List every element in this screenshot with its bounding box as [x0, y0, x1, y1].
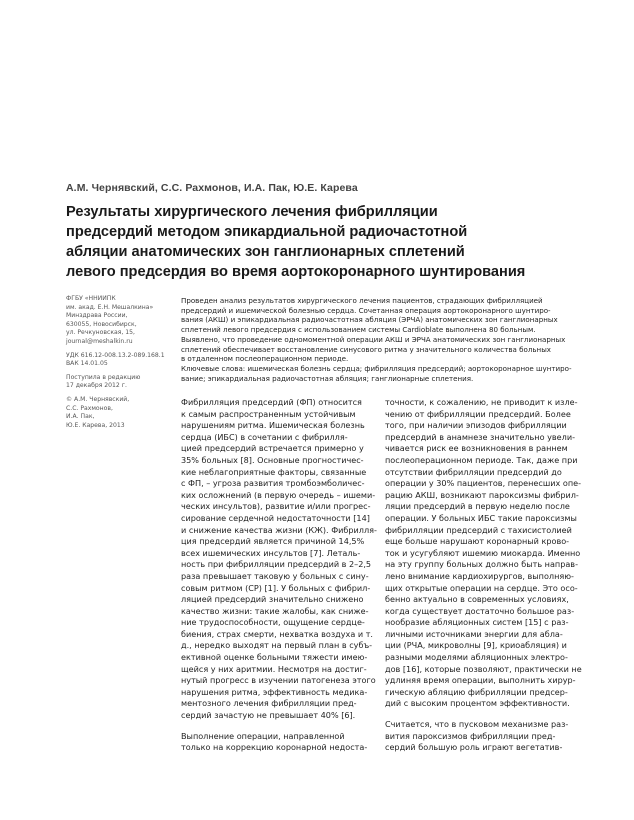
copyright-line: И.А. Пак,: [66, 413, 95, 421]
body-line: ция предсердий является причиной 14,5%: [181, 536, 365, 547]
body-line: совым ритмом (СР) [1]. У больных с фибрил-: [181, 582, 371, 593]
body-line: послеоперационном периоде. Так, даже при: [385, 454, 578, 465]
body-line: ток и усугубляют ишемию миокарда. Именно: [385, 547, 581, 558]
body-column-right: [385, 397, 580, 754]
body-line: дов [16], которые позволяют, практически не: [385, 663, 582, 674]
body-line: фибрилляции предсердий с тахисистолией: [385, 524, 572, 535]
keywords-line: Ключевые слова: ишемическая болезнь сердца; фибрилляция предсердий; аортокоронарное шунтиро-: [181, 363, 572, 373]
body-line: операции у 30% пациентов, перенесших опе-: [385, 478, 582, 489]
copyright-line: С.С. Рахмонов,: [66, 404, 113, 412]
received-label: Поступила в редакцию: [66, 373, 141, 381]
body-line: 35% больных [8]. Основные прогностичес-: [181, 454, 364, 465]
title-line: предсердий методом эпикардиальной радиочастотной: [66, 224, 468, 240]
body-line: Считается, что в пусковом механизме раз-: [385, 719, 569, 730]
body-line: д., нередко выходят на первый план в субъ-: [181, 640, 373, 651]
body-line: нутый прогресс в изучении патогенеза этого: [181, 675, 376, 686]
title-line: левого предсердия во время аортокоронарного шунтирования: [66, 264, 526, 280]
body-line: к самым распространенным устойчивым: [181, 408, 356, 419]
body-line: только на коррекцию коронарной недоста-: [181, 742, 368, 753]
body-line: биения, страх смерти, нехватка воздуха и т.: [181, 628, 373, 639]
body-line: вития пароксизмов фибрилляции пред-: [385, 730, 556, 741]
body-line: рацию АКШ, возникают пароксизмы фибрил-: [385, 489, 579, 500]
body-line: когда существует достаточно большое раз-: [385, 605, 575, 616]
abstract-line: Проведен анализ результатов хирургического лечения пациентов, страдающих фибрилляцией: [181, 296, 543, 305]
body-line: раза превышает таковую у больных с сину-: [181, 570, 369, 581]
body-line: точности, к сожалению, не приводит к изле-: [385, 397, 578, 407]
received-date: 17 декабря 2012 г.: [66, 382, 127, 390]
body-line: на эту группу больных должно быть направ-: [385, 559, 579, 570]
body-line: кие неблагоприятные факторы, связанные: [181, 466, 367, 477]
affiliation-line: им. акад. Е.Н. Мешалкина»: [66, 303, 154, 311]
affiliation-line: ФГБУ «ННИИПК: [66, 295, 116, 302]
body-line: ческих инсультов), развитие и/или прогрес-: [181, 501, 371, 512]
body-line: щейся у них аритмии. Несмотря на достиг-: [181, 663, 367, 674]
body-line: предсердий в анамнезе значительно увели-: [385, 431, 575, 442]
body-line: сирование сердечной недостаточности [14]: [181, 512, 370, 523]
body-line: ких осложнений (в первую очередь – ишеми-: [181, 489, 376, 500]
abstract-line: вания (АКШ) и эпикардиальная радиочастотная абляция (ЭРЧА) анатомических зон ганглионарных: [181, 315, 558, 325]
body-line: гическую абляцию фибрилляции предсер-: [385, 686, 568, 697]
title-line: абляции анатомических зон ганглионарных сплетений: [66, 244, 465, 260]
affiliation-line: ул. Речкуновская, 15,: [66, 329, 135, 337]
body-line: еще больше нарушают коронарный крово-: [385, 536, 570, 547]
body-line: с ФП, – угроза развития тромбоэмболичес-: [181, 478, 365, 489]
body-line: дий с высоким процентом эффективности.: [385, 698, 570, 709]
abstract-line: предсердий и ишемической болезнью сердца. Сочетанная операция аортокоронарного шунтиро-: [181, 305, 551, 315]
body-line: ние трудоспособности, ощущение сердце-: [181, 617, 365, 628]
body-line: ментозного лечения фибрилляции пред-: [181, 698, 357, 709]
body-line: ляцией предсердий значительно снижено: [181, 594, 364, 605]
body-line: качество жизни: такие жалобы, как сниже-: [181, 605, 369, 616]
body-line: сердий зачастую не превышает 40% [6].: [181, 710, 356, 721]
udk-code: УДК 616.12-008.13.2-089.168.1: [66, 351, 165, 359]
sidebar-metadata: [66, 295, 176, 430]
author-list: А.М. Чернявский, С.С. Рахмонов, И.А. Пак, Ю.Е. Карева: [66, 182, 358, 194]
body-line: Фибрилляция предсердий (ФП) относится: [181, 397, 362, 407]
abstract-line: в отдаленном послеоперационном периоде.: [181, 354, 349, 364]
body-line: удлиняя время операции, выполнить хирур-: [385, 675, 576, 686]
body-line: щих открытые операции на сердце. Это осо-: [385, 582, 578, 593]
keywords-line: вание; эпикардиальная радиочастотная абляция; ганглионарные сплетения.: [181, 373, 474, 383]
body-line: того, при наличии эпизодов фибрилляции: [385, 420, 567, 431]
body-line: ность при фибрилляции предсердий в 2–2,5: [181, 559, 372, 570]
body-column-left: [181, 397, 376, 754]
article-title: [66, 202, 586, 282]
abstract: [181, 296, 581, 383]
body-line: чивается риск ее возникновения в раннем: [385, 443, 568, 454]
affiliation-line: 630055, Новосибирск,: [66, 320, 137, 328]
body-line: ции (РЧА, микроволны [9], криоабляция) и: [385, 640, 567, 651]
body-line: чению от фибрилляции предсердий. Более: [385, 408, 571, 419]
body-line: нарушениям ритма. Ишемическая болезнь: [181, 420, 365, 431]
body-line: разными моделями абляционных электро-: [385, 652, 568, 663]
abstract-line: сплетений левого предсердия с использованием системы Cardioblate выполнена 80 больным.: [181, 325, 536, 335]
body-line: операции. У больных ИБС такие пароксизмы: [385, 512, 577, 523]
body-line: ляции предсердий в первую неделю после: [385, 501, 570, 512]
body-line: ективной оценке больными тяжести имею-: [181, 652, 368, 663]
affiliation-line: Минздрава России,: [66, 312, 128, 320]
body-line: и снижение качества жизни (КЖ). Фибрилля-: [181, 524, 377, 535]
body-line: сердца (ИБС) в сочетании с фибрилля-: [181, 431, 348, 442]
abstract-line: сплетений обеспечивает восстановление синусового ритма у значительного количества больных: [181, 344, 551, 354]
body-line: всех ишемических инсультов [7]. Леталь-: [181, 547, 361, 558]
body-line: нообразие абляционных систем [15] с раз-: [385, 617, 569, 628]
body-line: Выполнение операции, направленной: [181, 730, 345, 741]
body-line: цией предсердий встречается примерно у: [181, 443, 364, 454]
body-line: лено внимание кардиохирургов, выполняю-: [385, 570, 574, 581]
affiliation-email[interactable]: journal@meshalkin.ru: [66, 337, 133, 345]
body-line: личными источниками энергии для абла-: [385, 628, 563, 639]
body-line: бенно актуально в современных условиях,: [385, 594, 569, 605]
vak-code: ВАК 14.01.05: [66, 360, 108, 368]
copyright-line: © А.М. Чернявский,: [66, 395, 130, 403]
body-line: сердий большую роль играют вегетатив-: [385, 742, 563, 753]
title-line: Результаты хирургического лечения фибрилляции: [66, 204, 438, 220]
abstract-line: Выявлено, что проведение одномоментной операции АКШ и ЭРЧА анатомических зон ганглионарных: [181, 334, 566, 344]
body-line: отсутствии фибрилляции предсердий до: [385, 466, 562, 477]
copyright-line: Ю.Е. Карева, 2013: [66, 421, 125, 429]
body-line: нарушения ритма, эффективность медика-: [181, 686, 368, 697]
